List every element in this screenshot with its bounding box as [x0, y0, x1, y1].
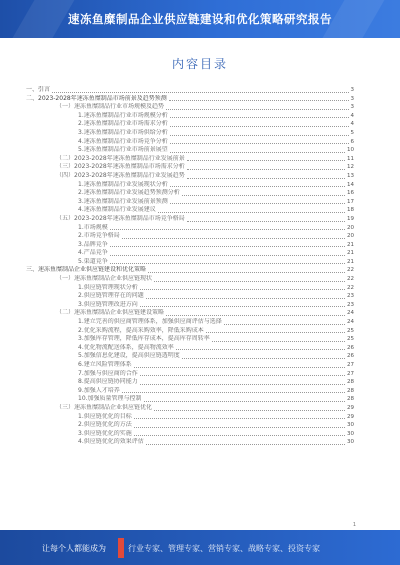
- toc-entry-page: 28: [347, 387, 354, 394]
- toc-heading: 内容目录: [171, 57, 228, 71]
- toc-leader-dots: [170, 203, 345, 204]
- toc-leader-dots: [170, 117, 349, 118]
- toc-leader-dots: [206, 332, 345, 333]
- toc-entry-text: （三）2023-2028年速冻鱼糜制品市场需求分析: [56, 163, 185, 171]
- toc-entry-text: 8.提高供应链协同能力: [78, 378, 138, 386]
- toc-entry-page: 20: [347, 233, 354, 240]
- toc-leader-dots: [134, 427, 345, 428]
- toc-entry-page: 4: [350, 121, 354, 128]
- toc-entry[interactable]: [26, 198, 354, 207]
- toc-entry[interactable]: [26, 189, 354, 198]
- toc-entry[interactable]: [26, 146, 354, 155]
- toc-entry[interactable]: [26, 352, 354, 361]
- toc-entry[interactable]: [26, 129, 354, 138]
- toc-entry[interactable]: [26, 430, 354, 439]
- toc-entry-text: 1.市场规模: [78, 223, 108, 231]
- toc-entry-page: 28: [347, 396, 354, 403]
- toc-leader-dots: [182, 195, 345, 196]
- toc-entry-text: 1.速冻鱼糜制品行业发展现状分析: [78, 180, 168, 188]
- toc-entry-text: （一）速冻鱼糜制品行业市场规模及趋势: [56, 103, 165, 111]
- toc-entry-text: （三）速冻鱼糜制品企业供应链优化: [56, 403, 153, 411]
- toc-entry-text: 3.供应链管理改进方向: [78, 300, 138, 308]
- toc-entry[interactable]: [26, 327, 354, 336]
- toc-entry-text: （五）2023-2028年速冻鱼糜制品市场竞争格局: [56, 214, 185, 222]
- toc-leader-dots: [170, 143, 349, 144]
- toc-entry[interactable]: [26, 284, 354, 293]
- toc-entry-text: 3.品牌竞争: [78, 240, 108, 248]
- toc-leader-dots: [148, 272, 345, 273]
- toc-entry-text: 2.速冻鱼糜制品行业发展趋势预测分析: [78, 189, 180, 197]
- toc-entry[interactable]: [26, 421, 354, 430]
- toc-entry-text: 9.加强人才培养: [78, 386, 120, 394]
- toc-leader-dots: [144, 401, 345, 402]
- toc-entry-page: 21: [347, 241, 354, 248]
- toc-leader-dots: [134, 367, 345, 368]
- toc-entry-page: 3: [350, 87, 354, 93]
- toc-leader-dots: [170, 135, 349, 136]
- toc-entry[interactable]: [26, 335, 354, 344]
- toc-leader-dots: [166, 315, 345, 316]
- toc-entry-page: 21: [347, 258, 354, 265]
- toc-entry-text: 10.加强质量管理与控制: [78, 395, 142, 403]
- toc-entry[interactable]: [26, 370, 354, 379]
- footer-accent: [118, 538, 124, 558]
- toc-entry-page: 22: [347, 267, 354, 274]
- toc-entry-page: 6: [350, 138, 354, 145]
- toc-entry-text: （一）速冻鱼糜制品企业供应链现状: [56, 275, 153, 283]
- toc-entry-page: 25: [347, 336, 354, 343]
- toc-entry[interactable]: [26, 112, 354, 121]
- toc-leader-dots: [146, 298, 345, 299]
- toc-entry-page: 23: [347, 301, 354, 308]
- toc-entry-text: 2.供应链优化的方法: [78, 421, 132, 429]
- toc-entry-text: 3.速冻鱼糜制品行业发展前景预测: [78, 197, 168, 205]
- toc-entry-page: 24: [347, 319, 354, 326]
- toc-entry-text: 2.速冻鱼糜制品行业市场需求分析: [78, 120, 168, 128]
- toc-entry[interactable]: [26, 258, 354, 267]
- toc-entry-text: 1.建立完善的供应商管理体系，加强供应商评估与选择: [78, 318, 222, 326]
- toc-leader-dots: [52, 92, 348, 93]
- toc-entry-text: 1.供应链管理现状分析: [78, 283, 138, 291]
- toc-leader-dots: [134, 435, 345, 436]
- toc-entry[interactable]: [26, 224, 354, 233]
- toc-entry-page: 17: [347, 198, 354, 205]
- toc-entry-text: 2.优化采购流程，提高采购效率，降低采购成本: [78, 326, 204, 334]
- toc-entry-page: 30: [347, 422, 354, 429]
- report-title: 速冻鱼糜制品企业供应链建设和优化策略研究报告: [68, 12, 332, 26]
- footer-banner: [0, 530, 400, 565]
- toc-entry-text: 4.产品竞争: [78, 249, 108, 257]
- toc-entry-text: 3.速冻鱼糜制品行业市场供给分析: [78, 128, 168, 136]
- toc-entry-text: 5.加强信息化建设，提高供应链透明度: [78, 352, 180, 360]
- toc-entry[interactable]: [26, 181, 354, 190]
- toc-entry-text: 1.供应链优化的目标: [78, 412, 132, 420]
- toc-entry[interactable]: [26, 387, 354, 396]
- toc-entry-page: 21: [347, 250, 354, 257]
- toc-leader-dots: [182, 358, 345, 359]
- toc-leader-dots: [134, 418, 345, 419]
- toc-entry[interactable]: [26, 301, 354, 310]
- toc-leader-dots: [187, 160, 345, 161]
- toc-leader-dots: [110, 246, 345, 247]
- toc-entry-page: 3: [350, 95, 354, 102]
- toc-entry[interactable]: [26, 95, 354, 104]
- toc-entry[interactable]: [26, 395, 354, 404]
- toc-entry-page: 12: [347, 164, 354, 171]
- toc-entry[interactable]: [26, 86, 354, 95]
- toc-leader-dots: [110, 229, 345, 230]
- toc-leader-dots: [170, 152, 345, 153]
- toc-leader-dots: [154, 281, 345, 282]
- toc-entry-text: 4.供应链优化的效果评估: [78, 438, 144, 446]
- toc-entry[interactable]: [26, 344, 354, 353]
- toc-entry[interactable]: [26, 120, 354, 129]
- toc-entry-page: 5: [350, 129, 354, 136]
- toc-entry-page: 19: [347, 215, 354, 222]
- toc-entry-text: 7.加强与供应商的合作: [78, 369, 138, 377]
- toc-entry-text: 2.市场竞争格局: [78, 232, 120, 240]
- toc-entry-page: 22: [347, 284, 354, 291]
- toc-entry[interactable]: [26, 413, 354, 422]
- toc-leader-dots: [140, 306, 345, 307]
- toc-entry-text: 一、引言: [26, 86, 51, 93]
- toc-entry-page: 23: [347, 293, 354, 300]
- toc-entry[interactable]: [26, 404, 354, 413]
- toc-entry[interactable]: [26, 138, 354, 147]
- toc-entry-page: 27: [347, 362, 354, 368]
- toc-entry-text: 二、2023-2028年速冻鱼糜制品市场前景及趋势预测: [26, 94, 167, 102]
- toc-entry-text: 5.速冻鱼糜制品行业市场前景展望: [78, 146, 168, 154]
- toc-entry-text: 1.速冻鱼糜制品行业市场规模分析: [78, 111, 168, 119]
- toc-entry-page: 3: [350, 104, 354, 111]
- toc-entry-page: 10: [347, 147, 354, 154]
- toc-entry-text: 三、速冻鱼糜制品企业供应链建设和优化策略: [26, 266, 147, 274]
- toc-entry[interactable]: [26, 309, 354, 318]
- toc-leader-dots: [122, 238, 345, 239]
- toc-entry-text: （四）2023-2028年速冻鱼糜制品行业发展趋势: [56, 171, 185, 179]
- toc-entry[interactable]: [26, 155, 354, 164]
- toc-entry[interactable]: [26, 361, 354, 370]
- toc-entry-text: 4.速冻鱼糜制品行业发展建议: [78, 206, 156, 214]
- toc-leader-dots: [187, 221, 345, 222]
- toc-entry[interactable]: [26, 206, 354, 215]
- toc-entry[interactable]: [26, 266, 354, 275]
- toc-entry-page: 26: [347, 353, 354, 360]
- toc-leader-dots: [110, 263, 345, 264]
- toc-leader-dots: [110, 255, 345, 256]
- toc-entry[interactable]: [26, 103, 354, 112]
- toc-entry[interactable]: [26, 275, 354, 284]
- toc-leader-dots: [154, 410, 345, 411]
- toc-entry-page: 20: [347, 224, 354, 231]
- toc-leader-dots: [166, 109, 348, 110]
- toc-entry-text: （二）2023-2028年速冻鱼糜制品行业发展前景: [56, 154, 185, 162]
- toc-entry[interactable]: [26, 438, 354, 447]
- toc-entry-text: 3.加强库存管理，降低库存成本，提高库存周转率: [78, 335, 210, 343]
- page-number: 1: [352, 522, 356, 528]
- toc-entry-page: 25: [347, 327, 354, 334]
- footer-slogan: 让每个人都能成为: [42, 544, 106, 553]
- toc-entry-page: 4: [350, 112, 354, 119]
- toc-leader-dots: [140, 384, 345, 385]
- toc-entry-text: 2.供应链管理存在的问题: [78, 292, 144, 300]
- footer-expertise: 行业专家、管理专家、营销专家、战略专家、投资专家: [128, 544, 320, 553]
- toc-entry[interactable]: [26, 378, 354, 387]
- toc-entry-page: 30: [347, 430, 354, 437]
- toc-entry-text: 6.建立风险管理体系: [78, 361, 132, 368]
- toc-leader-dots: [176, 349, 345, 350]
- toc-entry[interactable]: [26, 232, 354, 241]
- toc-entry-page: 29: [347, 413, 354, 420]
- toc-entry-page: 14: [347, 181, 354, 188]
- toc-entry[interactable]: [26, 249, 354, 258]
- toc-entry-page: 24: [347, 310, 354, 317]
- toc-entry-page: 13: [347, 172, 354, 179]
- toc-entry-page: 29: [347, 404, 354, 411]
- toc-entry-page: 22: [347, 276, 354, 283]
- toc-entry-text: 3.供应链优化的实施: [78, 429, 132, 437]
- toc-entry-text: 4.速冻鱼糜制品行业市场竞争分析: [78, 137, 168, 145]
- table-of-contents: [26, 86, 354, 447]
- toc-entry-page: 27: [347, 370, 354, 377]
- toc-entry-text: （二）速冻鱼糜制品企业供应链建设策略: [56, 309, 165, 317]
- toc-leader-dots: [158, 212, 345, 213]
- toc-entry-page: 11: [347, 155, 354, 162]
- toc-entry[interactable]: [26, 163, 354, 172]
- toc-entry[interactable]: [26, 318, 354, 327]
- toc-entry-page: 28: [347, 379, 354, 386]
- toc-leader-dots: [140, 289, 345, 290]
- toc-entry-page: 16: [347, 190, 354, 197]
- toc-leader-dots: [170, 126, 349, 127]
- toc-entry-text: 4.优化物流配送体系，提高物流效率: [78, 343, 174, 351]
- toc-leader-dots: [224, 324, 345, 325]
- toc-entry[interactable]: [26, 172, 354, 181]
- toc-entry-page: 18: [347, 207, 354, 214]
- toc-leader-dots: [146, 444, 345, 445]
- toc-leader-dots: [122, 392, 345, 393]
- toc-entry[interactable]: [26, 292, 354, 301]
- toc-entry[interactable]: [26, 215, 354, 224]
- toc-entry-page: 30: [347, 439, 354, 446]
- toc-leader-dots: [170, 186, 345, 187]
- toc-leader-dots: [212, 341, 345, 342]
- toc-leader-dots: [187, 169, 345, 170]
- toc-entry-page: 26: [347, 344, 354, 351]
- toc-leader-dots: [169, 100, 349, 101]
- toc-leader-dots: [187, 178, 345, 179]
- toc-entry[interactable]: [26, 241, 354, 250]
- toc-leader-dots: [140, 375, 345, 376]
- header-banner: [0, 0, 400, 38]
- toc-entry-text: 5.渠道竞争: [78, 257, 108, 265]
